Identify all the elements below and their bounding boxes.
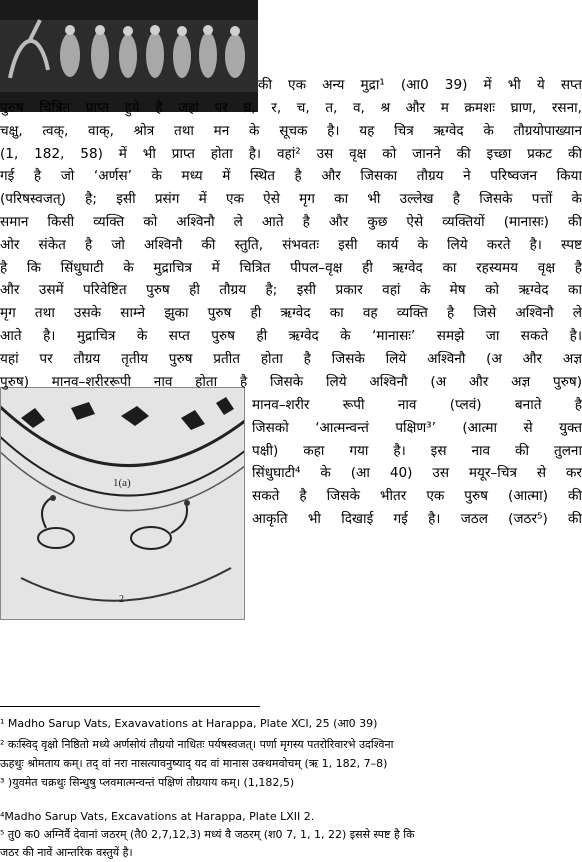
paragraph-line: मानव–शरीर रूपी नाव (प्लवं) बनाते है (252, 397, 582, 413)
seal-illustration (0, 0, 258, 112)
paragraph-line: मृग तथा उसके साम्ने झुका पुरुष ही ऋग्वेद का वह व्यक्ति है जिसे अश्विनौ ले (0, 305, 582, 322)
bowl-label-2: 2 (119, 594, 124, 605)
paragraph-line: पुरुष चित्रित प्राप्त हुये है जहां पर घ्र, र, च, त, व, श्र और म क्रमशः घ्राण, रसना, (0, 100, 582, 116)
paragraph-line-1: की एक अन्य मुद्रा¹ (आ0 39) में भी ये सप्त (258, 77, 582, 93)
paragraph-line: पक्षी) कहा गया है। इस नाव की तुलना (252, 442, 582, 459)
footnote-separator (0, 706, 260, 707)
paragraph-body (0, 97, 582, 393)
paragraph-line: है कि सिंधुघाटी के मुद्राचित्र में चित्रित पीपल–वृक्ष ही ऋग्वेद का रहस्यमय वृक्ष है (0, 259, 582, 276)
paragraph-line: यहां पर तौग्रय तृतीय पुरुष प्रतीत होता है जिसके लिये अश्विनौ (अ और अज्ञ (0, 350, 582, 367)
paragraph-line: आते है। मुद्राचित्र के सप्त पुरुष ही ऋग्वेद के ‘मानासः’ समझे जा सकते है। (0, 327, 582, 344)
footnote-5-cont: जठर की नावें आन्तरिक वस्तुयें है। (0, 846, 133, 859)
paragraph-line: और उसमें परिवेष्टित पुरुष ही तौग्रय है; इसी प्रकार वहां के मेष को ऋग्वेद का (0, 282, 582, 299)
paragraph-line: चक्षु, त्वक्, वाक्, श्रोत्र तथा मन के सूचक है। यह चित्र ऋग्वेद के तौग्रयोपाख्यान (0, 122, 582, 139)
paragraph-side (252, 394, 582, 531)
footnote-2-cont: ऊहथुः श्रोमताय कम्। तद् वां नरा नासत्यावनुष्याद् यद वां मानास उक्थमवोचम् (ऋ 1, 182, 7–8) (0, 757, 388, 770)
seal-image (0, 0, 258, 112)
footnote-5: ⁵ तु0 क0 अग्निर्वै देवानां जठरम् (तै0 2,7,12,3) मध्यं वै जठरम् (श0 7, 1, 1, 22) इससे स्पष्ट है कि (0, 828, 415, 841)
paragraph-line: आकृति भी दिखाई गई है। जठल (जठर⁵) की (252, 510, 582, 527)
bowl-illustration (1, 388, 244, 619)
paragraph-line: सिंधुघाटी⁴ के (आ 40) उस मयूर–चित्र से कर (252, 465, 582, 482)
paragraph-line: (1, 182, 58) में भी प्राप्त होता है। वहां² उस वृक्ष को जानने की इच्छा प्रकट की (0, 145, 582, 162)
bowl-label-1a: 1(a) (113, 477, 131, 489)
paragraph-line: सकते है जिसके भीतर एक पुरुष (आत्मा) की (252, 488, 582, 505)
footnote-4: ⁴Madho Sarup Vats, Excavations at Harappa, Plate LXII 2. (0, 810, 315, 823)
paragraph-line: गई है जो ‘अर्णस’ के मध्य में स्थित है और जिसका तौग्रय ने परिष्वजन किया (0, 168, 582, 185)
paragraph-line: ओर संकेत है जो अश्विनौ की स्तुति, संभवतः इसी कार्य के लिये करते है। स्पष्ट (0, 236, 582, 253)
footnote-3: ³ )युवमेत चक्रथुः सिन्धुषु प्लवमात्मन्वन्तं पक्षिणं तौग्रयाय कम्। (1,182,5) (0, 776, 295, 789)
paragraph-line: (परिषस्वजत्) है; इसी प्रसंग में एक ऐसे मृग का भी उल्लेख है जिसके पत्तों के (0, 191, 582, 208)
footnote-1: ¹ Madho Sarup Vats, Exavavations at Harappa, Plate XCI, 25 (आ0 39) (0, 717, 378, 730)
paragraph-line: जिसको ‘आत्मन्वन्तं पक्षिण³’ (आत्मा से युक्त (252, 419, 582, 436)
paragraph-line: पुरुष) मानव–शरीररूपी नाव होता है जिसके लिये अश्विनौ (अ और अज्ञ पुरुष) (0, 373, 582, 390)
bowl-image (0, 387, 245, 620)
footnote-2: ² कःस्विद् वृक्षो निष्ठितो मध्ये अर्णसोयं तौग्रयो नाधितः पर्यषस्वजत्। पर्णा मृगस्य पतरोरिवारभे उदश्विना (0, 738, 394, 751)
paragraph-line: समान किसी व्यक्ति को अश्विनौ ले आते है और कुछ ऐसे व्यक्तियों (मानासः) की (0, 213, 582, 230)
